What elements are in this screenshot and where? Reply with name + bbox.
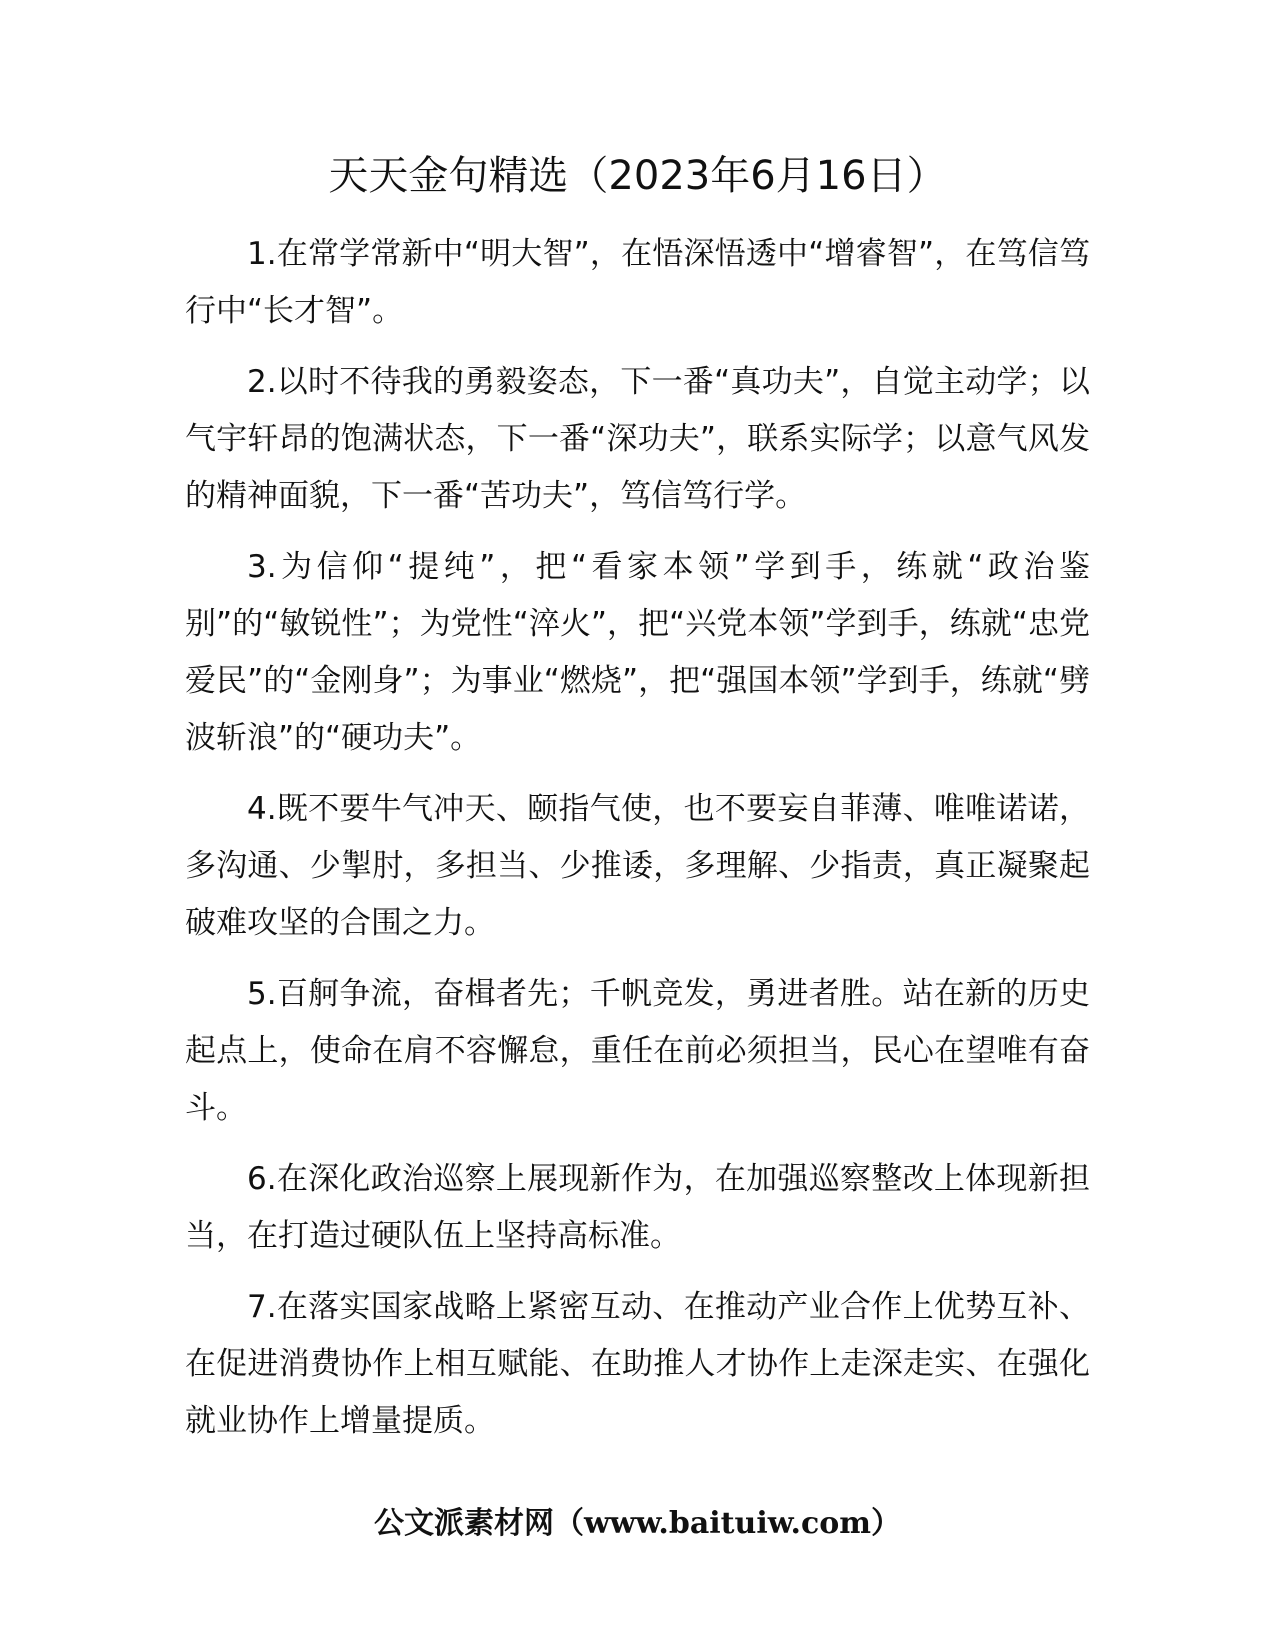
paragraph-5: 5.百舸争流，奋楫者先；千帆竞发，勇进者胜。站在新的历史起点上，使命在肩不容懈怠，重任在前必须担当，民心在望唯有奋斗。 xyxy=(185,976,1090,1126)
paragraph-2: 2.以时不待我的勇毅姿态，下一番“真功夫”，自觉主动学；以气宇轩昂的饱满状态，下一番“深功夫”，联系实际学；以意气风发的精神面貌，下一番“苦功夫”，笃信笃行学。 xyxy=(185,364,1090,514)
paragraph-6: 6.在深化政治巡察上展现新作为，在加强巡察整改上体现新担当，在打造过硬队伍上坚持高标准。 xyxy=(185,1161,1090,1254)
paragraph-7: 7.在落实国家战略上紧密互动、在推动产业合作上优势互补、在促进消费协作上相互赋能、在助推人才协作上走深走实、在强化就业协作上增量提质。 xyxy=(185,1289,1090,1439)
paragraph-4: 4.既不要牛气冲天、颐指气使，也不要妄自菲薄、唯唯诺诺，多沟通、少掣肘，多担当、少推诿，多理解、少指责，真正凝聚起破难攻坚的合围之力。 xyxy=(185,791,1090,941)
document-footer: 公文派素材网（www.baituiw.com） xyxy=(373,1506,902,1541)
paragraph-3: 3.为信仰“提纯”，把“看家本领”学到手，练就“政治鉴别”的“敏锐性”；为党性“淬火”，把“兴党本领”学到手，练就“忠党爱民”的“金刚身”；为事业“燃烧”，把“强国本领”学到手，练就“劈波斩浪”的“硬功夫”。 xyxy=(185,549,1090,756)
document-body xyxy=(185,226,1090,1464)
document-title: 天天金句精选（2023年6月16日） xyxy=(328,153,947,199)
paragraph-1: 1.在常学常新中“明大智”，在悟深悟透中“增睿智”，在笃信笃行中“长才智”。 xyxy=(185,236,1090,329)
